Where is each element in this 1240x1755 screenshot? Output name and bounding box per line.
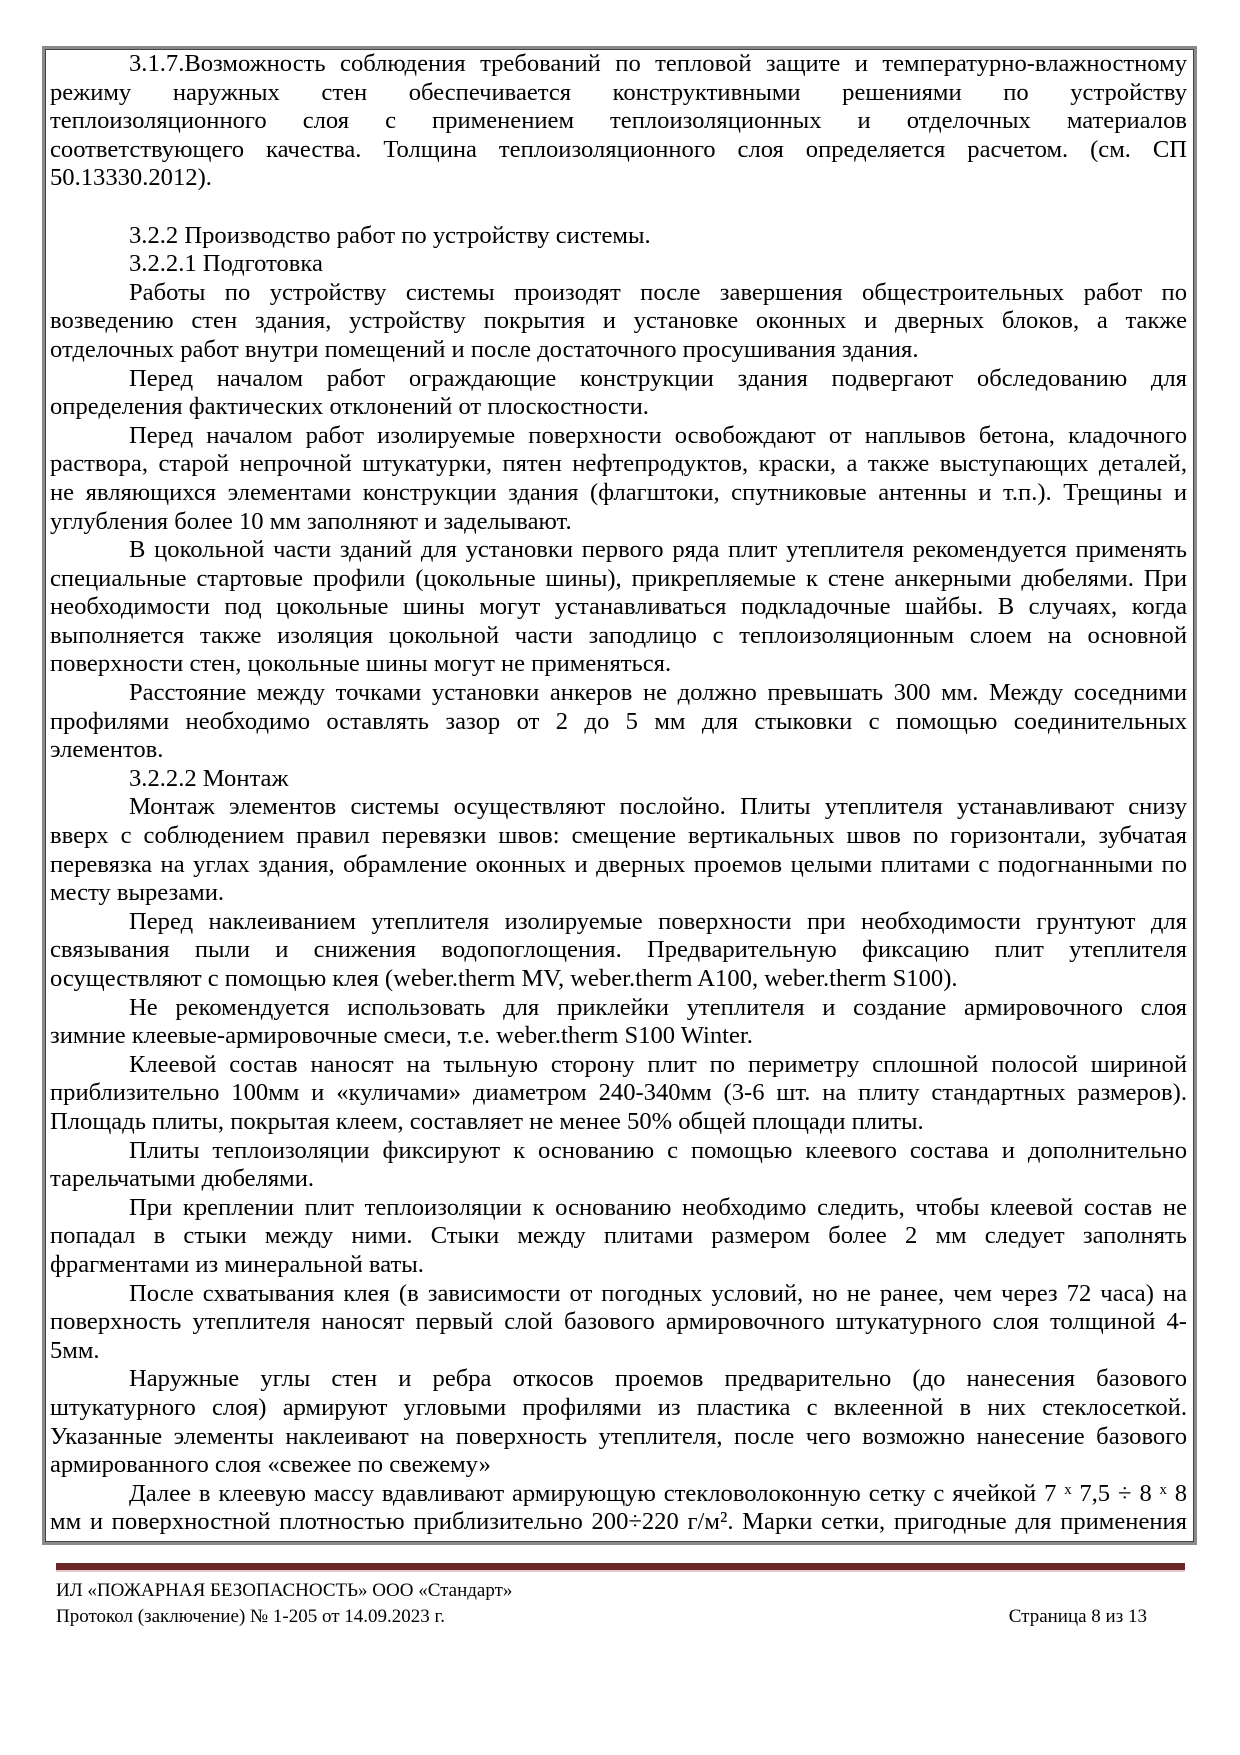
footer-page-number: Страница 8 из 13 <box>1008 1606 1147 1627</box>
text-line: раствора, старой непрочной штукатурки, пятен нефтепродуктов, краски, а также выступающих деталей, <box>50 450 1187 478</box>
text-line: элементов. <box>50 736 164 764</box>
paragraph <box>50 1194 1187 1280</box>
text-line: Перед началом работ изолируемые поверхности освобождают от наплывов бетона, кладочного <box>129 421 1187 449</box>
text-line: 3.1.7.Возможность соблюдения требований по тепловой защите и температурно-влажностному <box>129 50 1187 77</box>
paragraph <box>50 250 1187 279</box>
text-line: Далее в клеевую массу вдавливают армирующую стекловолоконную сетку с ячейкой 7 ˣ 7,5 ÷ 8 ˣ 8 <box>129 1479 1187 1507</box>
text-line: необходимости под цокольные шины могут устанавливаться подкладочные шайбы. В случаях, когда <box>50 593 1187 621</box>
text-line: 3.2.2 Производство работ по устройству системы. <box>129 221 651 249</box>
text-line: В цокольной части зданий для установки первого ряда плит утеплителя рекомендуется применять <box>129 536 1187 564</box>
paragraph <box>50 1137 1187 1194</box>
text-line: Наружные углы стен и ребра откосов проемов предварительно (до нанесения базового <box>129 1365 1187 1393</box>
paragraph <box>50 793 1187 907</box>
text-line: 50.13330.2012). <box>50 164 212 192</box>
paragraph <box>50 908 1187 994</box>
paragraph <box>50 365 1187 422</box>
footer-protocol: Протокол (заключение) № 1-205 от 14.09.2023 г. <box>56 1606 445 1627</box>
text-line: 5мм. <box>50 1336 100 1364</box>
text-line: армированного слоя «свежее по свежему» <box>50 1451 491 1479</box>
text-line: мм и поверхностной плотностью приблизительно 200÷220 г/м². Марки сетки, пригодные для применения <box>50 1508 1187 1536</box>
text-line: углубления более 10 мм заполняют и заделывают. <box>50 507 572 535</box>
text-line: 3.2.2.2 Монтаж <box>129 764 289 792</box>
paragraph <box>50 1280 1187 1366</box>
text-line: осуществляют с помощью клея (weber.therm MV, weber.therm A100, weber.therm S100). <box>50 965 958 992</box>
text-line: Работы по устройству системы произодят после завершения общестроительных работ по <box>129 278 1187 306</box>
paragraph <box>50 1365 1187 1479</box>
text-line: режиму наружных стен обеспечивается конструктивными решениями по устройству <box>50 78 1187 106</box>
text-line: Площадь плиты, покрытая клеем, составляет не менее 50% общей площади плиты. <box>50 1107 924 1135</box>
text-line: связывания пыли и снижения водопоглощения. Предварительную фиксацию плит утеплителя <box>50 936 1187 964</box>
text-line: поверхности стен, цокольные шины могут не применяться. <box>50 650 672 678</box>
text-line: возведению стен здания, устройству покрытия и установке оконных и дверных блоков, а также <box>50 307 1187 335</box>
paragraph <box>50 1480 1187 1537</box>
text-line: тарельчатыми дюбелями. <box>50 1165 315 1193</box>
text-line: месту вырезами. <box>50 879 225 907</box>
text-line: приблизительно 100мм и «куличами» диаметром 240-340мм (3-6 шт. на плиту стандартных размеров). <box>50 1079 1187 1107</box>
text-line: соответствующего качества. Толщина теплоизоляционного слоя определяется расчетом. (см. СП <box>50 135 1187 163</box>
paragraph <box>50 422 1187 536</box>
text-line: отделочных работ внутри помещений и после достаточного просушивания здания. <box>50 335 919 363</box>
text-line: зимние клеевые-армировочные смеси, т.е. weber.therm S100 Winter. <box>50 1022 753 1050</box>
text-line: перевязка на углах здания, обрамление оконных и дверных проемов целыми плитами с подогнанными по <box>50 850 1187 878</box>
text-line: 3.2.2.1 Подготовка <box>129 250 323 278</box>
text-line <box>50 193 1187 222</box>
paragraph <box>50 50 1187 193</box>
footer-organization: ИЛ «ПОЖАРНАЯ БЕЗОПАСНОСТЬ» ООО «Стандарт» <box>56 1580 513 1601</box>
text-line: Плиты теплоизоляции фиксируют к основанию с помощью клеевого состава и дополнительно <box>129 1136 1187 1164</box>
text-line: вверх с соблюдением правил перевязки швов: смещение вертикальных швов по горизонтали, зубчатая <box>50 822 1187 850</box>
text-line: Не рекомендуется использовать для приклейки утеплителя и создание армировочного слоя <box>129 993 1187 1021</box>
text-line: штукатурного слоя) армируют угловыми профилями из пластика с вклеенной в них стеклосеткой. <box>50 1393 1187 1421</box>
text-line: Указанные элементы наклеивают на поверхность утеплителя, после чего возможно нанесение базового <box>50 1422 1187 1450</box>
text-line: Расстояние между точками установки анкеров не должно превышать 300 мм. Между соседними <box>129 679 1187 707</box>
text-line: Перед наклеиванием утеплителя изолируемые поверхности при необходимости грунтуют для <box>129 907 1187 935</box>
text-line: Монтаж элементов системы осуществляют послойно. Плиты утеплителя устанавливают снизу <box>129 793 1187 821</box>
paragraph <box>50 536 1187 679</box>
text-line: определения фактических отклонений от плоскостности. <box>50 393 649 421</box>
paragraph <box>50 1051 1187 1137</box>
paragraph <box>50 279 1187 365</box>
text-line: фрагментами из минеральной ваты. <box>50 1250 424 1278</box>
paragraph <box>50 765 1187 794</box>
text-line: Клеевой состав наносят на тыльную сторону плит по периметру сплошной полосой шириной <box>129 1050 1187 1078</box>
text-line: Перед началом работ ограждающие конструкции здания подвергают обследованию для <box>129 364 1187 392</box>
text-line: профилями необходимо оставлять зазор от 2 до 5 мм для стыковки с помощью соединительных <box>50 707 1187 735</box>
text-line: выполняется также изоляция цокольной части заподлицо с теплоизоляционным слоем на основной <box>50 621 1187 649</box>
paragraph <box>50 679 1187 765</box>
document-body <box>50 50 1187 1537</box>
text-line: специальные стартовые профили (цокольные шины), прикрепляемые к стене анкерными дюбелями. При <box>50 564 1187 592</box>
paragraph <box>50 222 1187 251</box>
footer-divider <box>56 1563 1185 1572</box>
text-line: не являющихся элементами конструкции здания (флагштоки, спутниковые антенны и т.п.). Трещины и <box>50 478 1187 506</box>
text-line: поверхность утеплителя наносят первый слой базового армировочного штукатурного слоя толщиной 4- <box>50 1308 1187 1336</box>
paragraph <box>50 193 1187 222</box>
text-line: При креплении плит теплоизоляции к основанию необходимо следить, чтобы клеевой состав не <box>129 1193 1187 1221</box>
text-line: попадал в стыки между ними. Стыки между плитами размером более 2 мм следует заполнять <box>50 1222 1187 1250</box>
paragraph <box>50 994 1187 1051</box>
text-line: После схватывания клея (в зависимости от погодных условий, но не ранее, чем через 72 часа) на <box>129 1279 1187 1307</box>
text-line: теплоизоляционного слоя с применением теплоизоляционных и отделочных материалов <box>50 107 1187 135</box>
